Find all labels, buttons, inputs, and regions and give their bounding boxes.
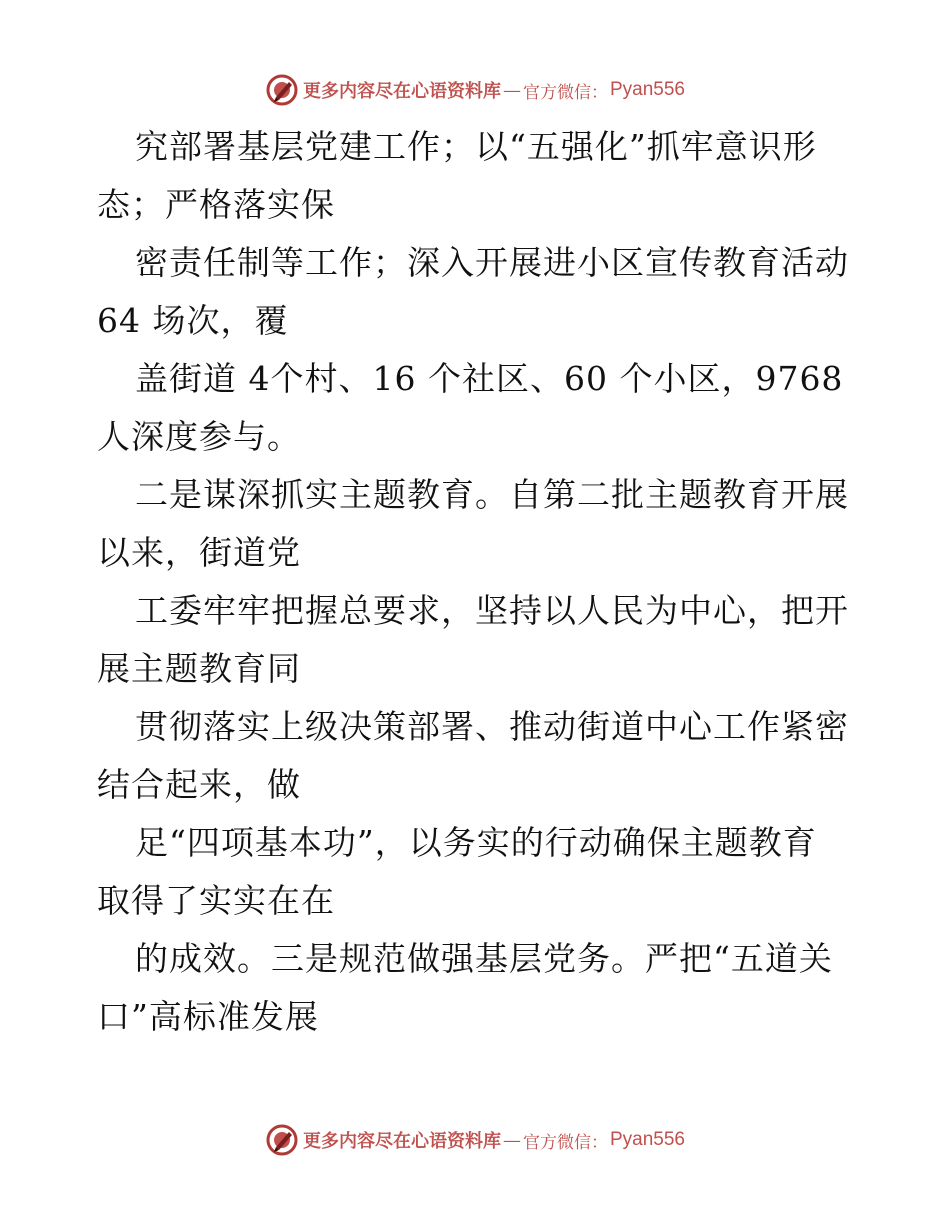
text-line: 以来，街道党	[97, 533, 301, 572]
text-line: 64 场次，覆	[97, 301, 289, 340]
text-line: 态；严格落实保	[97, 185, 335, 224]
footer-separator: —	[502, 1129, 521, 1151]
text-line: 的成效。三是规范做强基层党务。严把“五道关	[135, 939, 833, 978]
header-banner	[0, 70, 950, 110]
footer-site-name: 更多内容尽在心语资料库	[302, 1131, 501, 1152]
pen-logo-icon	[265, 1123, 299, 1157]
pen-logo-icon	[265, 73, 299, 107]
text-line: 展主题教育同	[97, 649, 301, 688]
text-line: 人深度参与。	[97, 417, 301, 456]
document-body	[97, 118, 857, 1046]
text-line: 密责任制等工作；深入开展进小区宣传教育活动	[135, 243, 849, 282]
header-separator: —	[502, 79, 521, 101]
text-line: 足“四项基本功”，以务实的行动确保主题教育	[135, 823, 817, 862]
text-line: 究部署基层党建工作；以“五强化”抓牢意识形	[135, 127, 817, 166]
text-line: 二是谋深抓实主题教育。自第二批主题教育开展	[135, 475, 849, 514]
text-line: 贯彻落实上级决策部署、推动街道中心工作紧密	[135, 707, 849, 746]
text-line: 结合起来，做	[97, 765, 301, 804]
text-line: 盖街道 4个村、16 个社区、60 个小区，9768	[135, 359, 844, 398]
footer-wechat-label: 官方微信：	[522, 1132, 608, 1153]
header-wechat-id: Pyan556	[609, 79, 685, 100]
footer-banner	[0, 1120, 950, 1160]
footer-wechat-id: Pyan556	[609, 1129, 685, 1150]
text-line: 工委牢牢把握总要求，坚持以人民为中心，把开	[135, 591, 849, 630]
header-wechat-label: 官方微信：	[522, 82, 608, 103]
header-site-name: 更多内容尽在心语资料库	[302, 81, 501, 102]
text-line: 口”高标准发展	[97, 997, 319, 1036]
text-line: 取得了实实在在	[97, 881, 335, 920]
